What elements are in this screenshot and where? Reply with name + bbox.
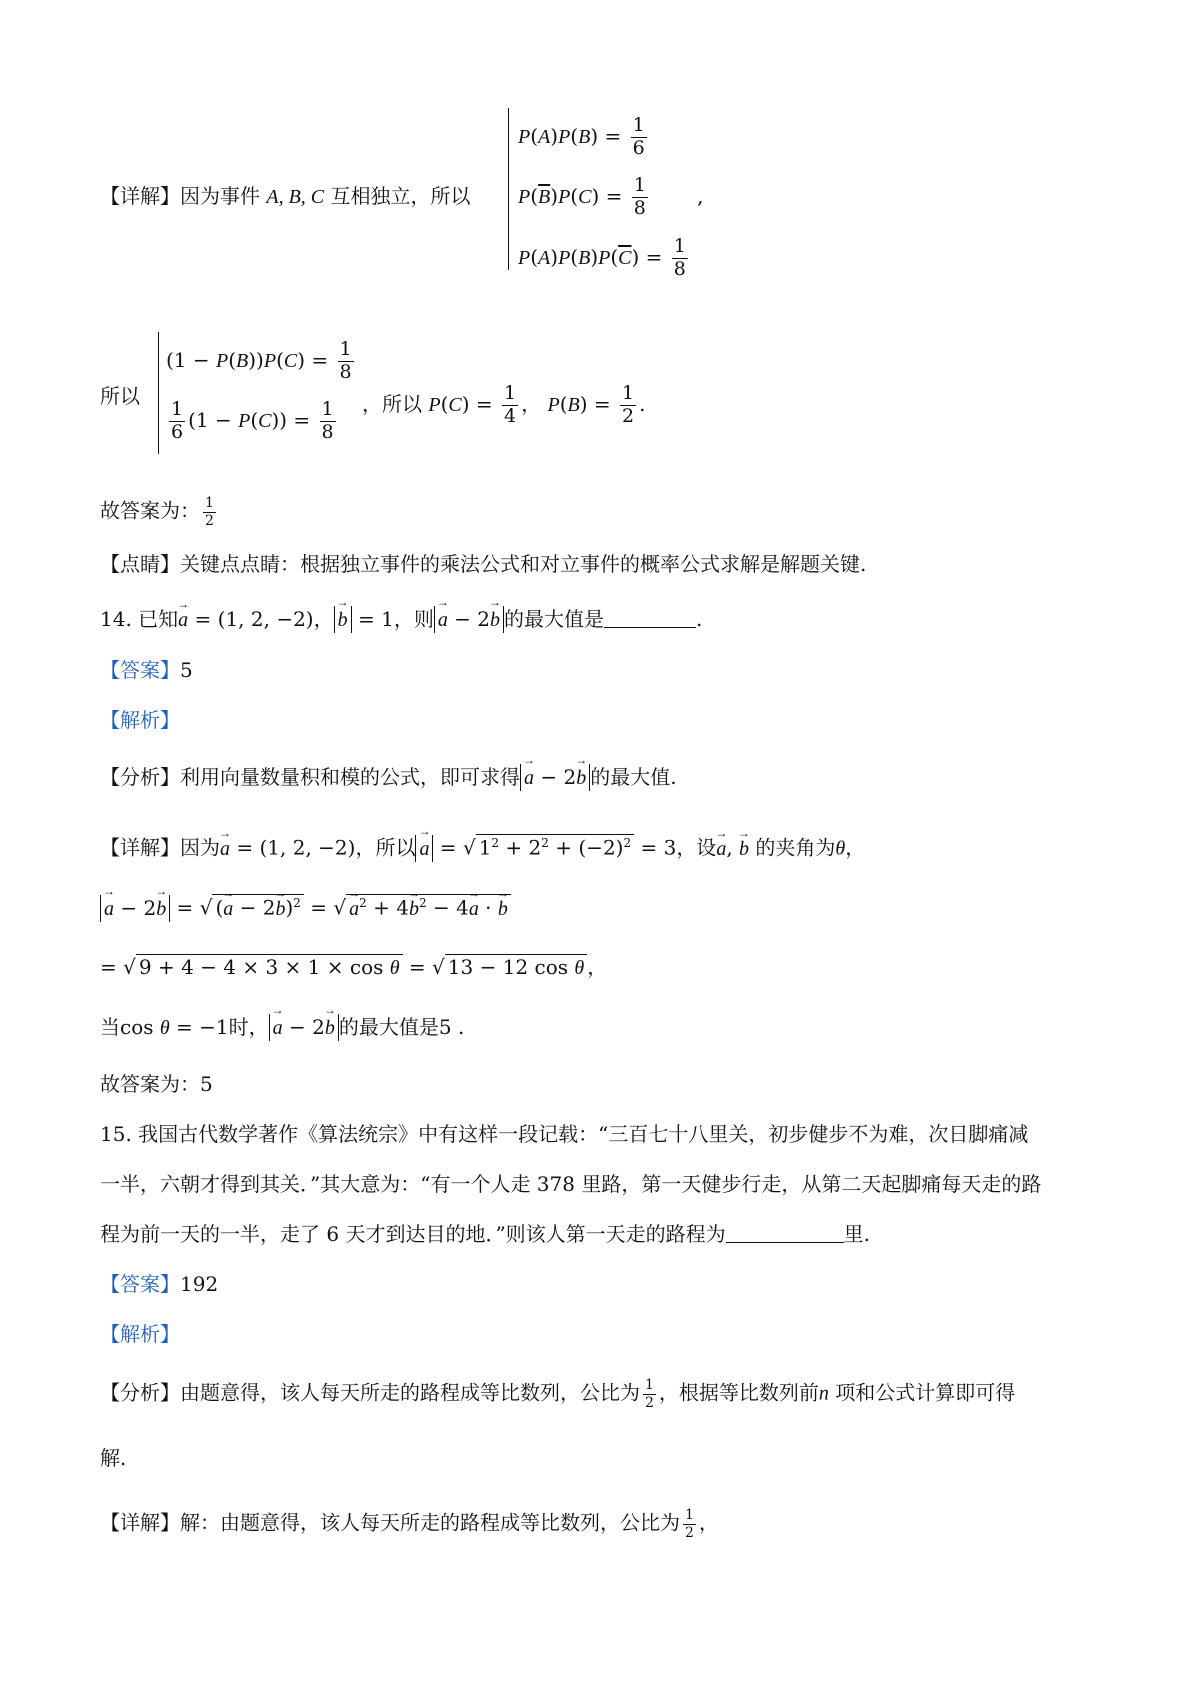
overview-15-line2: 解. [100,1446,127,1470]
eq-pa-pb-pcbar: $P(A)P(B)P(\overline{C})$ = $\frac{1}{8}$ [518,235,686,280]
detail-13-line: 【详解】因为事件 A, B, C 互相独立，所以 [100,184,471,208]
result-pc-pb: ，所以 P(C) = $\frac{1}{4}$ ， P(B) = $\frac{1}{2}$ . [362,382,646,427]
answer-14: 【答案】5 [100,658,193,682]
eq-pbbar-pc: $P(\overline{B})P(C)$ = $\frac{1}{8}$ , [518,174,704,219]
overview-14: 【分析】利用向量数量积和模的公式，即可求得 → a − 2→ b 的最大值. [100,764,677,791]
detail-tag: 【详解】 [100,184,180,208]
detail-15: 【详解】解：由题意得，该人每天所走的路程成等比数列，公比为 $\frac{1}{2}$ ， [100,1507,719,1541]
detail-14-line3: = √ 9 + 4 − 4 × 3 × 1 × cos θ = √ 13 − 12 cos θ ， [100,955,608,979]
question-14: 14. 已知→ a = (1, 2, −2)， → b = 1，则 → a − 2→ b 的最大值是 . [100,606,702,633]
note-13: 【点睛】关键点点睛：根据独立事件的乘法公式和对立事件的概率公式求解是解题关键. [100,552,867,576]
event-names: A, B, C [266,186,325,208]
analysis-15: 【解析】 [100,1322,180,1346]
answer-13: 故答案为： $\frac{1}{2}$ [100,495,214,529]
eq-1-pb-pc: (1 − P(B))P(C) = $\frac{1}{8}$ [166,338,352,383]
question-15-line2: 一半，六朝才得到其关．”其大意为：“有一个人走 378 里路，第一天健步行走，从第二天起脚痛每天走的路 [100,1172,1042,1196]
eq-pa-pb: P(A)P(B) = $\frac{1}{6}$ [518,114,645,159]
therefore-label: 所以 [100,384,140,408]
system-brace [508,108,509,270]
eq-1-6-pc: $\frac{1}{6}$ (1 − P(C)) = $\frac{1}{8}$ [171,398,334,443]
detail-14-line2: → a − 2→ b = √ (→ a − 2→ b)$^2$ = √ → $a^2 + 4\to b^2 - 4\to a$ · → b [100,894,511,922]
answer-14-final: 故答案为：5 [100,1072,213,1096]
question-15-line1: 15. 我国古代数学著作《算法统宗》中有这样一段记载：“三百七十八里关，初步健步不为难，次日脚痛减 [100,1122,1029,1146]
overview-15-line1: 【分析】由题意得，该人每天所走的路程成等比数列，公比为 $\frac{1}{2}$ ，根据等比数列前n 项和公式计算即可得 [100,1377,1016,1411]
question-number: 14. [100,607,132,631]
detail-14-line4: 当cos θ = −1时， → a − 2→ b 的最大值是5 . [100,1014,464,1041]
analysis-14: 【解析】 [100,708,180,732]
detail-14-line1: 【详解】因为→ a = (1, 2, −2)，所以 → a = √ $1^2 + 2^2 + (-2)^2 = 3$，设→ a, → b 的夹角为θ， [100,834,865,862]
system2-brace [158,332,159,454]
question-15-line3: 程为前一天的一半，走了 6 天才到达目的地．”则该人第一天走的路程为 里. [100,1222,871,1246]
answer-tag: 【答案】 [100,658,180,682]
answer-15: 【答案】192 [100,1272,219,1296]
question-number: 15. [100,1122,132,1146]
note-tag: 【点睛】 [100,552,180,576]
